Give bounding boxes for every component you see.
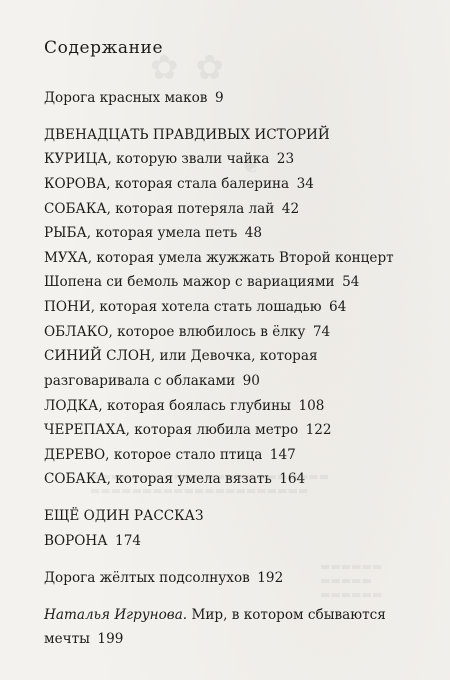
toc-entry xyxy=(44,470,305,488)
toc-page-number: 108 xyxy=(298,398,325,414)
toc-entry-text: ДВЕНАДЦАТЬ ПРАВДИВЫХ ИСТОРИЙ xyxy=(44,127,330,143)
toc-entry xyxy=(44,298,346,316)
toc-page-number: 199 xyxy=(97,631,124,647)
toc-entry xyxy=(44,273,359,291)
toc-entry-text: ЕЩЁ ОДИН РАССКАЗ xyxy=(44,508,204,524)
toc-entry xyxy=(44,249,394,267)
toc-entry-text: РЫБА, которая умела петь xyxy=(44,225,238,241)
toc-entry-text: ВОРОНА xyxy=(44,533,108,549)
toc-page-number: 90 xyxy=(242,373,260,389)
toc-entry xyxy=(44,421,332,439)
toc-entry-text: Дорога жёлтых подсолнухов xyxy=(44,570,250,586)
toc-entry-text: мечты xyxy=(44,631,90,647)
toc-page-number: 64 xyxy=(329,299,347,315)
toc-page-number: 122 xyxy=(305,422,332,438)
toc-entry xyxy=(44,372,260,390)
toc-entry xyxy=(44,323,330,341)
toc-entry xyxy=(44,347,318,365)
toc-entry-text: ОБЛАКО, которое влюбилось в ёлку xyxy=(44,324,306,340)
toc-entry xyxy=(44,532,141,550)
toc-page-number: 174 xyxy=(115,533,141,549)
toc-section-heading xyxy=(44,507,203,525)
toc-entry-text: ДЕРЕВО, которое стало птица xyxy=(44,447,263,463)
toc-entry-text: МУХА, которая умела жужжать Второй концерт xyxy=(44,250,394,266)
toc-entry xyxy=(44,397,324,415)
toc-entry xyxy=(44,175,314,193)
toc-entry-text: КОРОВА, которая стала балерина xyxy=(44,176,290,192)
toc-entry xyxy=(44,606,386,624)
toc-entry-text: СОБАКА, которая умела вязать xyxy=(44,471,272,487)
toc-entry-text: Дорога красных маков xyxy=(44,90,208,106)
toc-entry-text: ЧЕРЕПАХА, которая любила метро xyxy=(44,422,299,438)
toc-entry xyxy=(44,200,299,218)
toc-page-number: 23 xyxy=(276,151,295,167)
toc-page-number: 9 xyxy=(214,90,224,106)
toc-page-number: 42 xyxy=(281,201,300,217)
toc-entry-text: ПОНИ, которая хотела стать лошадью xyxy=(44,299,322,315)
toc-page-number: 34 xyxy=(296,176,314,192)
toc-section-heading xyxy=(44,126,330,144)
toc-entry xyxy=(44,150,294,168)
toc-page-number: 192 xyxy=(257,570,284,586)
toc-entry xyxy=(44,89,224,107)
toc-entry-text: Мир, в котором сбываются xyxy=(187,607,386,623)
toc-entry-text: Шопена си бемоль мажор с вариациями xyxy=(44,274,335,290)
toc-page-number: 48 xyxy=(244,225,263,241)
toc-entry-text: разговаривала с облаками xyxy=(44,373,236,389)
show-through-decoration xyxy=(320,560,420,602)
toc-page-number: 54 xyxy=(342,274,360,290)
toc-entry-text: КУРИЦА, которую звали чайка xyxy=(44,151,270,167)
toc-entry xyxy=(44,224,262,242)
toc-entry-text: СОБАКА, которая потеряла лай xyxy=(44,201,275,217)
toc-entry-text: СИНИЙ СЛОН, или Девочка, которая xyxy=(44,348,318,364)
toc-entry-text: ЛОДКА, которая боялась глубины xyxy=(44,398,291,414)
toc-author-name: Наталья Игрунова. xyxy=(44,607,188,623)
toc-entry xyxy=(44,569,283,587)
toc-entry xyxy=(44,630,123,648)
toc-title: Содержание xyxy=(44,38,164,58)
toc-page-number: 147 xyxy=(269,447,296,463)
toc-entry xyxy=(44,446,296,464)
toc-page-number: 164 xyxy=(279,471,306,487)
toc-page-number: 74 xyxy=(312,324,331,340)
